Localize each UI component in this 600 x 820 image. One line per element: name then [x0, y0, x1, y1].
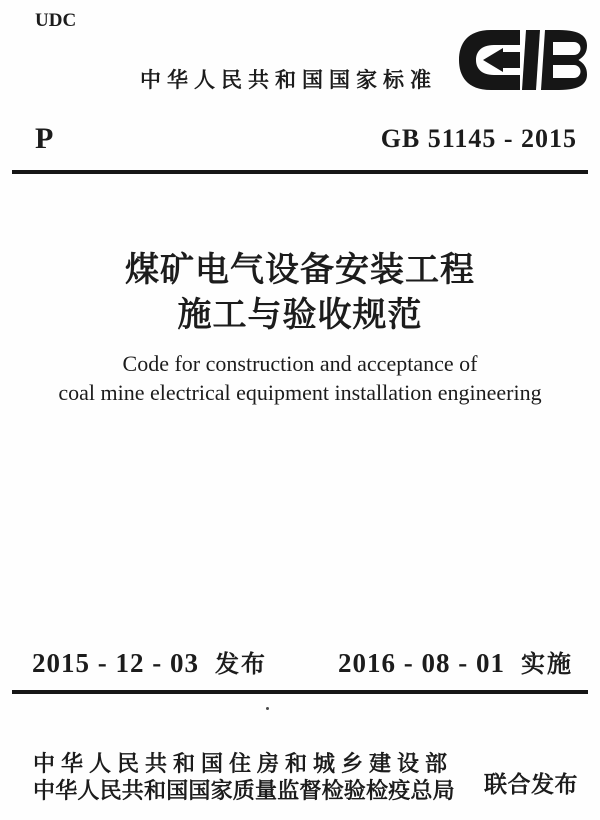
- standard-title-chinese: [0, 248, 600, 338]
- bottom-divider-rule: [12, 690, 588, 694]
- udc-label: UDC: [35, 10, 77, 31]
- standard-number: GB 51145 - 2015: [380, 124, 577, 153]
- top-divider-rule: [12, 170, 588, 174]
- classification-code: P: [35, 122, 54, 155]
- scan-speck: [266, 707, 269, 710]
- title-cn-line1: 煤矿电气设备安装工程: [125, 252, 475, 289]
- standard-title-english: [0, 349, 600, 407]
- title-en-line2: coal mine electrical equipment installation engineering: [58, 380, 542, 405]
- implement-date: 2016 - 08 - 01: [338, 648, 505, 678]
- publisher-line1: 中华人民共和国住房和城乡建设部: [33, 751, 454, 776]
- publisher-line2: 中华人民共和国国家质量监督检验检疫总局: [33, 778, 455, 803]
- issue-date: 2015 - 12 - 03: [32, 648, 199, 678]
- date-row: [32, 644, 573, 679]
- standard-type-title: 中华人民共和国国家标准: [140, 69, 437, 92]
- issue-label: 发布: [214, 651, 267, 678]
- implement-date-group: [338, 644, 573, 679]
- joint-issue-label: 联合发布: [484, 771, 578, 797]
- implement-label: 实施: [521, 651, 573, 678]
- title-en-line1: Code for construction and acceptance of: [122, 351, 478, 376]
- issue-date-group: [32, 644, 267, 679]
- publisher-block: [33, 750, 455, 804]
- gb-standard-logo-icon: [458, 28, 588, 92]
- title-cn-line2: 施工与验收规范: [177, 297, 423, 334]
